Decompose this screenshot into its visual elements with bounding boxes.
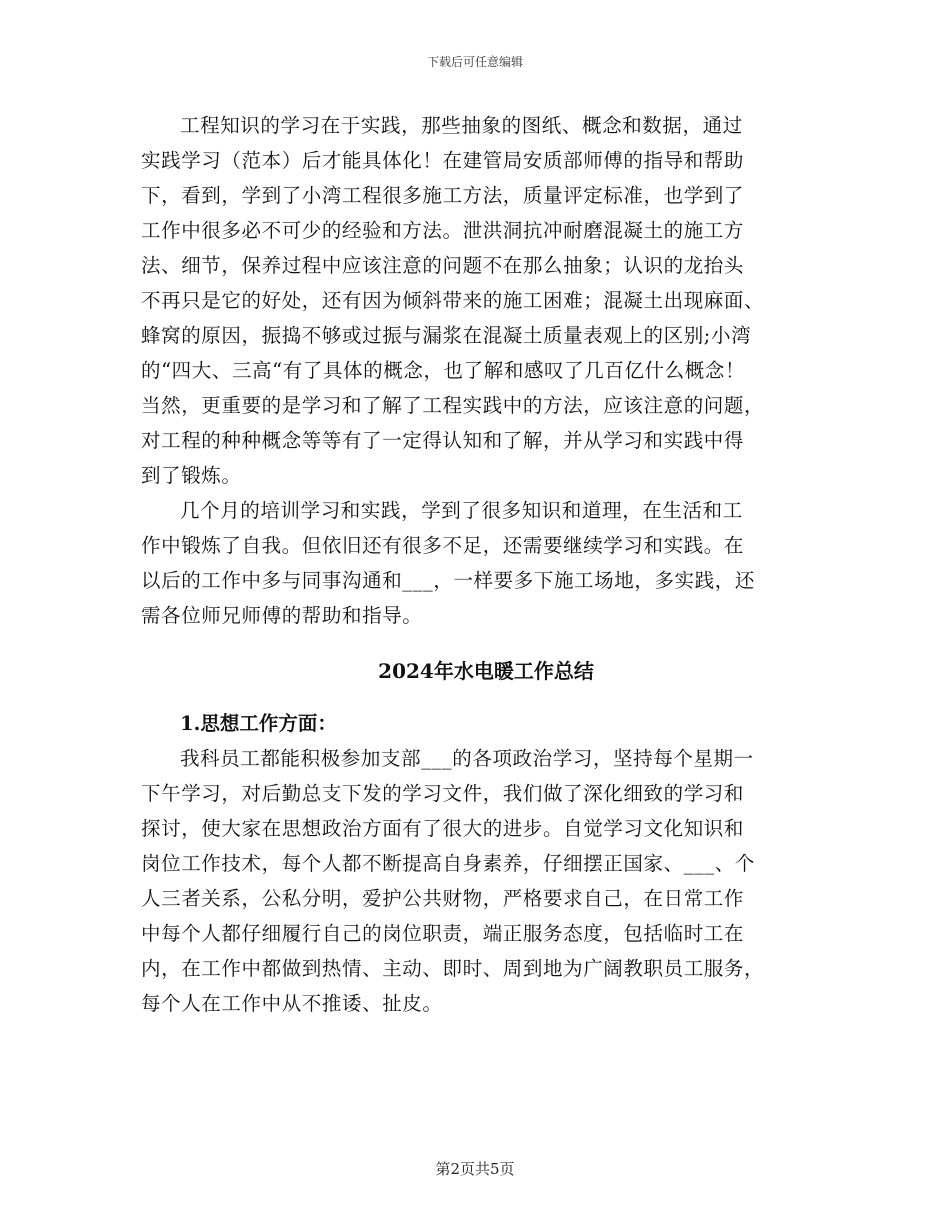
paragraph-line: 的“四大、三高“有了具体的概念，也了解和感叹了几百亿什么概念！ [141, 359, 746, 382]
paragraph-line: 需各位师兄师傅的帮助和指导。 [141, 604, 423, 627]
page-header: 下载后可任意编辑 [426, 55, 523, 69]
paragraph-line: 工程知识的学习在于实践，那些抽象的图纸、概念和数据，通过 [180, 114, 743, 137]
paragraph-line: 我科员工都能积极参加支部___的各项政治学习，坚持每个星期一 [180, 747, 754, 770]
paragraph-line: 岗位工作技术，每个人都不断提高自身素养，仔细摆正国家、___、个 [141, 852, 755, 875]
document-body [141, 108, 831, 1021]
paragraph-line: 内，在工作中都做到热情、主动、即时、周到地为广阔教职员工服务， [141, 957, 765, 980]
paragraph-line: 法、细节，保养过程中应该注意的问题不在那么抽象；认识的龙抬头 [141, 254, 745, 277]
paragraph-line: 每个人在工作中从不推诿、扯皮。 [141, 992, 443, 1015]
paragraph-line: 几个月的培训学习和实践，学到了很多知识和道理，在生活和工 [180, 499, 743, 522]
paragraph-line: 下，看到，学到了小湾工程很多施工方法，质量评定标准，也学到了 [141, 184, 745, 207]
paragraph-line: 对工程的种种概念等等有了一定得认知和了解，并从学习和实践中得 [141, 429, 745, 452]
paragraph-1 [141, 108, 831, 493]
paragraph-line: 以后的工作中多与同事沟通和___，一样要多下施工场地，多实践，还 [141, 569, 755, 592]
paragraph-line: 下午学习，对后勤总支下发的学习文件，我们做了深化细致的学习和 [141, 782, 745, 805]
paragraph-line: 工作中很多必不可少的经验和方法。泄洪洞抗冲耐磨混凝土的施工方 [141, 219, 745, 242]
paragraph-line: 人三者关系，公私分明，爱护公共财物，严格要求自己，在日常工作 [141, 887, 745, 910]
section-title: 2024年水电暖工作总结 [378, 659, 594, 683]
paragraph-line: 不再只是它的好处，还有因为倾斜带来的施工困难；混凝土出现麻面、 [141, 289, 765, 312]
page-footer: 第2页共5页 [435, 1160, 515, 1178]
paragraph-line: 蜂窝的原因，振捣不够或过振与漏浆在混凝土质量表观上的区别;小湾 [141, 324, 752, 347]
paragraph-line: 当然，更重要的是学习和了解了工程实践中的方法，应该注意的问题， [141, 394, 765, 417]
paragraph-3 [141, 741, 831, 1021]
paragraph-line: 探讨，使大家在思想政治方面有了很大的进步。自觉学习文化知识和 [141, 817, 745, 840]
paragraph-2 [141, 493, 831, 633]
paragraph-line: 实践学习（范本）后才能具体化！在建管局安质部师傅的指导和帮助 [141, 149, 745, 172]
subheading: 1.思想工作方面： [180, 712, 337, 735]
paragraph-line: 作中锻炼了自我。但依旧还有很多不足，还需要继续学习和实践。在 [141, 534, 745, 557]
paragraph-line: 到了锻炼。 [141, 464, 242, 487]
paragraph-line: 中每个人都仔细履行自己的岗位职责，端正服务态度，包括临时工在 [141, 922, 745, 945]
